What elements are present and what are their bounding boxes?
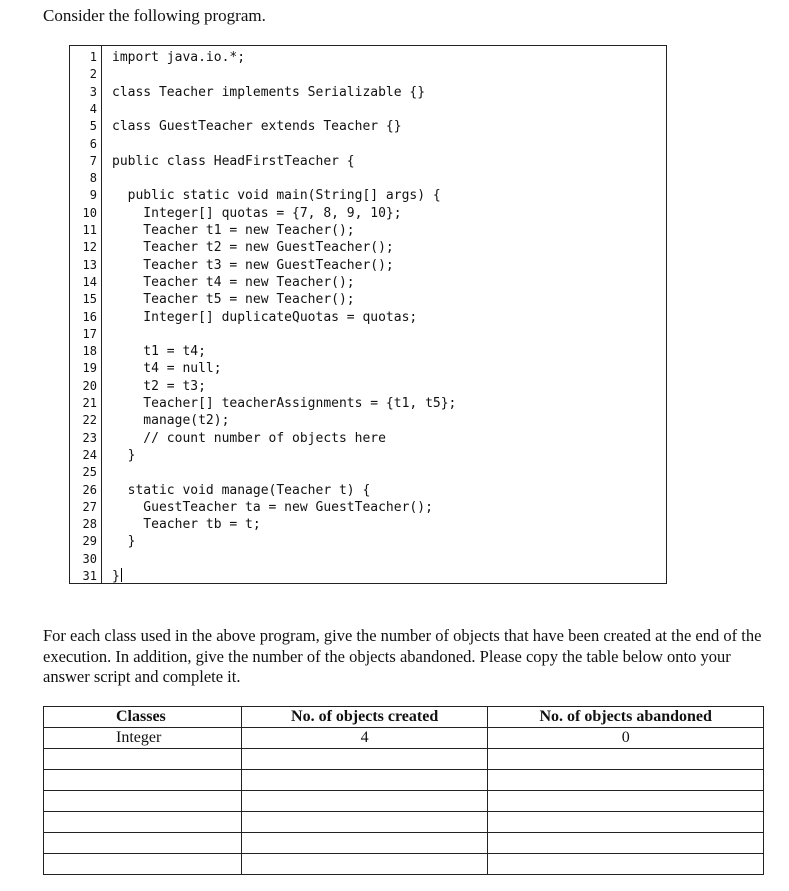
line-number: 26 (82, 482, 97, 497)
code-line: t4 = null; (112, 361, 222, 377)
code-line: Teacher t3 = new GuestTeacher(); (112, 257, 394, 273)
line-number: 10 (82, 205, 97, 220)
line-number: 6 (89, 136, 97, 151)
line-number-gutter (70, 46, 102, 583)
cell-objects-abandoned (488, 749, 764, 770)
header-classes: Classes (44, 707, 242, 728)
cell-class (44, 791, 242, 812)
code-line: } (112, 569, 120, 584)
answer-table (43, 706, 764, 875)
header-objects-abandoned: No. of objects abandoned (488, 707, 764, 728)
table-header-row (44, 707, 764, 728)
code-line: Teacher t5 = new Teacher(); (112, 292, 355, 308)
code-line: static void manage(Teacher t) { (112, 482, 371, 498)
cell-class (44, 770, 242, 791)
cell-objects-created (241, 854, 488, 875)
table-row (44, 791, 764, 812)
code-line: // count number of objects here (112, 430, 386, 446)
line-number: 5 (89, 119, 97, 134)
line-number: 30 (82, 551, 97, 566)
line-number: 22 (82, 413, 97, 428)
table-row (44, 812, 764, 833)
line-number: 1 (89, 50, 97, 64)
intro-text: Consider the following program. (43, 6, 266, 25)
line-number: 14 (82, 274, 97, 289)
line-number: 12 (82, 240, 97, 255)
code-line: class GuestTeacher extends Teacher {} (112, 119, 402, 135)
line-number: 18 (82, 344, 97, 359)
cell-class (44, 854, 242, 875)
question-text: For each class used in the above program, give the number of objects that have been created at the end of the execution. In addition, give the number of the objects abandoned. Please copy the table below onto your answer script and complete it. (43, 626, 762, 686)
code-line: Integer[] quotas = {7, 8, 9, 10}; (112, 205, 402, 221)
cell-class (44, 833, 242, 854)
code-line: manage(t2); (112, 413, 230, 429)
code-line: } (112, 447, 136, 463)
line-number: 23 (82, 430, 97, 445)
cell-objects-created: 4 (241, 728, 488, 749)
code-line: public class HeadFirstTeacher { (112, 153, 355, 169)
code-line: Teacher[] teacherAssignments = {t1, t5}; (112, 396, 457, 411)
cell-class (44, 749, 242, 770)
table-row (44, 770, 764, 791)
cell-objects-created (241, 812, 488, 833)
cell-objects-abandoned (488, 770, 764, 791)
cell-class: Integer (44, 728, 242, 749)
header-objects-created: No. of objects created (241, 707, 488, 728)
line-number: 7 (89, 153, 97, 168)
line-number: 15 (82, 292, 97, 307)
cell-objects-created (241, 749, 488, 770)
cell-class (44, 812, 242, 833)
table-row (44, 833, 764, 854)
line-number: 13 (82, 257, 97, 272)
code-line: GuestTeacher ta = new GuestTeacher(); (112, 499, 433, 515)
line-number: 2 (89, 67, 97, 82)
line-number: 3 (89, 84, 97, 99)
cell-objects-created (241, 791, 488, 812)
code-line: Teacher t2 = new GuestTeacher(); (112, 240, 394, 256)
line-number: 24 (82, 447, 97, 462)
line-number: 11 (82, 223, 97, 237)
table-row (44, 749, 764, 770)
line-number: 8 (89, 171, 97, 186)
cell-objects-created (241, 770, 488, 791)
line-number: 4 (89, 101, 97, 116)
code-line: class Teacher implements Serializable {} (112, 84, 426, 100)
code-listing (69, 45, 667, 584)
cell-objects-abandoned (488, 812, 764, 833)
table-row (44, 854, 764, 875)
code-line: t1 = t4; (112, 344, 206, 360)
line-number: 9 (89, 188, 97, 203)
line-number: 19 (82, 361, 97, 376)
cell-objects-abandoned (488, 791, 764, 812)
line-number: 21 (82, 396, 97, 410)
line-number: 25 (82, 465, 97, 480)
cell-objects-abandoned (488, 854, 764, 875)
line-number: 28 (82, 517, 97, 532)
line-number: 31 (82, 569, 97, 583)
line-number: 29 (82, 534, 97, 549)
code-line: Teacher t4 = new Teacher(); (112, 274, 355, 290)
line-number: 17 (82, 326, 97, 341)
line-number: 27 (82, 499, 97, 514)
code-line: import java.io.*; (112, 50, 246, 65)
cell-objects-created (241, 833, 488, 854)
code-line: } (112, 534, 136, 550)
code-line: Integer[] duplicateQuotas = quotas; (112, 309, 418, 325)
code-line: public static void main(String[] args) { (112, 188, 441, 204)
line-number: 20 (82, 378, 97, 393)
table-row (44, 728, 764, 749)
code-line: Teacher t1 = new Teacher(); (112, 223, 355, 238)
code-line: Teacher tb = t; (112, 517, 261, 533)
text-cursor (121, 568, 122, 582)
code-line: t2 = t3; (112, 378, 206, 394)
cell-objects-abandoned (488, 833, 764, 854)
line-number: 16 (82, 309, 97, 324)
cell-objects-abandoned: 0 (488, 728, 764, 749)
